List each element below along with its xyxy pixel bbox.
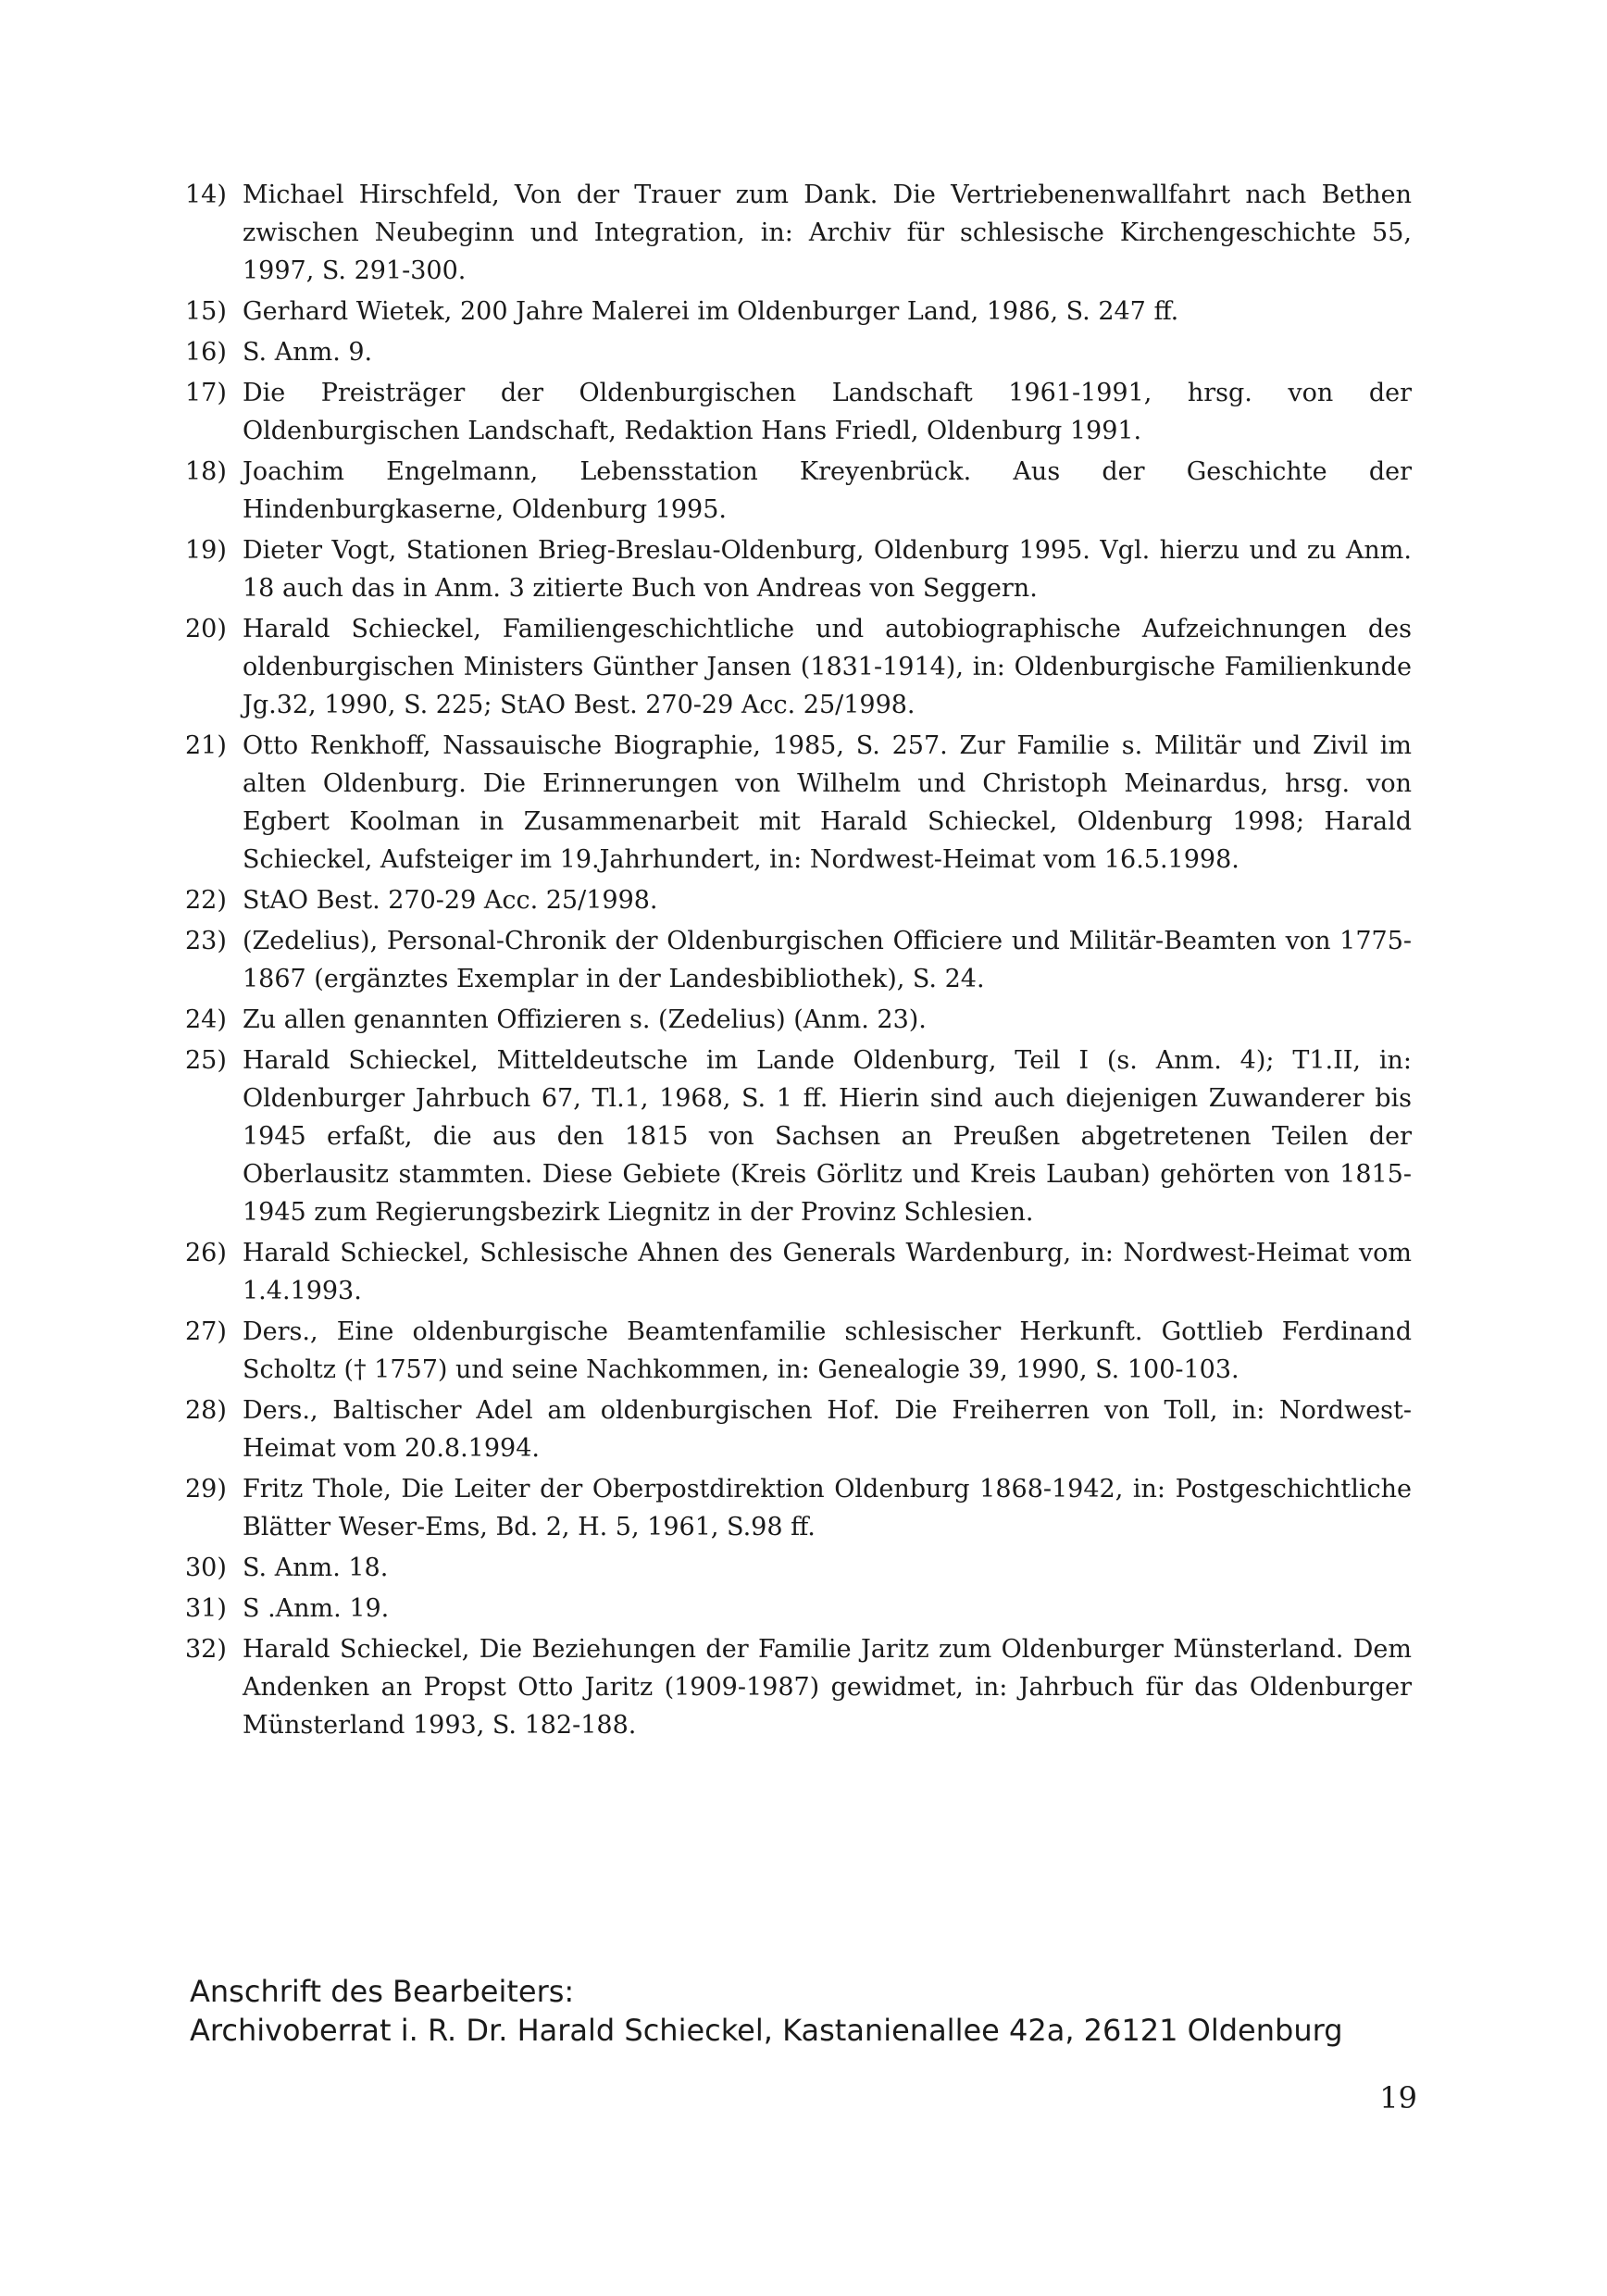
footnote-item [185,1630,1412,1744]
footnote-number: 32) [185,1635,227,1664]
footnote-item [185,1391,1412,1467]
footnote-number: 23) [185,927,227,955]
footnote-text: (Zedelius), Personal-Chronik der Oldenburgischen Officiere und Militär-Beamten von 1775-1867 (ergänztes Exemplar in der Landesbibliothek), S. 24. [243,927,1412,993]
footnote-number: 17) [185,379,227,407]
footnote-item [185,293,1412,331]
footnote-text: Ders., Baltischer Adel am oldenburgischen Hof. Die Freiherren von Toll, in: Nordwest-Heimat vom 20.8.1994. [243,1396,1412,1463]
footnote-text: Harald Schieckel, Die Beziehungen der Familie Jaritz zum Oldenburger Münsterland. Dem Andenken an Propst Otto Jaritz (1909-1987) gewidmet, in: Jahrbuch für das Oldenburger Münsterland 1993, S. 182-188. [243,1635,1412,1740]
footnote-number: 19) [185,536,227,565]
footnote-text: Gerhard Wietek, 200 Jahre Malerei im Oldenburger Land, 1986, S. 247 ff. [243,297,1179,326]
footnote-text: Otto Renkhoff, Nassauische Biographie, 1985, S. 257. Zur Familie s. Militär und Zivil im alten Oldenburg. Die Erinnerungen von Wilhelm und Christoph Meinardus, hrsg. von Egbert Koolman in Zusammenarbeit mit Harald Schieckel, Oldenburg 1998; Harald Schieckel, Aufsteiger im 19.Jahrhundert, in: Nordwest-Heimat vom 16.5.1998. [243,731,1412,874]
footnote-number: 21) [185,731,227,760]
footnote-text: Harald Schieckel, Mitteldeutsche im Lande Oldenburg, Teil I (s. Anm. 4); T1.II, in: Oldenburger Jahrbuch 67, Tl.1, 1968, S. 1 ff. Hierin sind auch diejenigen Zuwanderer bis 1945 erfaßt, die aus den 1815 von Sachsen an Preußen abgetretenen Teilen der Oberlausitz stammten. Diese Gebiete (Kreis Görlitz und Kreis Lauban) gehörten von 1815-1945 zum Regierungsbezirk Liegnitz in der Provinz Schlesien. [243,1046,1412,1227]
footnote-item [185,176,1412,290]
footnote-item [185,1234,1412,1310]
address-line: Archivoberrat i. R. Dr. Harald Schieckel, Kastanienallee 42a, 26121 Oldenburg [190,2013,1343,2048]
footnote-number: 18) [185,457,227,486]
footnote-item [185,1313,1412,1389]
address-heading: Anschrift des Bearbeiters: [190,1974,575,2009]
footnote-number: 31) [185,1594,227,1623]
footnote-item [185,531,1412,607]
footnote-number: 15) [185,297,227,326]
page-number: 19 [1379,2080,1417,2115]
footnote-item [185,1001,1412,1039]
footnote-number: 28) [185,1396,227,1425]
footnote-text: S .Anm. 19. [243,1594,390,1623]
footnote-text: StAO Best. 270-29 Acc. 25/1998. [243,886,658,915]
footnote-number: 30) [185,1554,227,1582]
footnote-text: Die Preisträger der Oldenburgischen Landschaft 1961-1991, hrsg. von der Oldenburgischen Landschaft, Redaktion Hans Friedl, Oldenburg 1991. [243,379,1412,445]
footnote-item [185,922,1412,998]
footnote-item [185,333,1412,371]
footnote-item [185,374,1412,450]
footnote-item [185,453,1412,529]
footnote-item [185,881,1412,919]
footnote-number: 16) [185,338,227,367]
footnote-number: 26) [185,1239,227,1267]
footnote-text: Zu allen genannten Offizieren s. (Zedelius) (Anm. 23). [243,1005,927,1034]
footnote-text: Harald Schieckel, Schlesische Ahnen des Generals Wardenburg, in: Nordwest-Heimat vom 1.4.1993. [243,1239,1412,1305]
footnote-item [185,1042,1412,1231]
footnote-number: 24) [185,1005,227,1034]
footnote-text: Dieter Vogt, Stationen Brieg-Breslau-Oldenburg, Oldenburg 1995. Vgl. hierzu und zu Anm. 18 auch das in Anm. 3 zitierte Buch von Andreas von Seggern. [243,536,1412,603]
footnote-text: S. Anm. 9. [243,338,373,367]
footnote-number: 22) [185,886,227,915]
footnote-item [185,610,1412,724]
footnote-text: Ders., Eine oldenburgische Beamtenfamilie schlesischer Herkunft. Gottlieb Ferdinand Scholtz († 1757) und seine Nachkommen, in: Genealogie 39, 1990, S. 100-103. [243,1317,1412,1384]
editor-address [190,1972,1412,2050]
footnote-item [185,727,1412,879]
footnote-text: Harald Schieckel, Familiengeschichtliche und autobiographische Aufzeichnungen des oldenburgischen Ministers Günther Jansen (1831-1914), in: Oldenburgische Familienkunde Jg.32, 1990, S. 225; StAO Best. 270-29 Acc. 25/1998. [243,615,1412,719]
footnote-text: Fritz Thole, Die Leiter der Oberpostdirektion Oldenburg 1868-1942, in: Postgeschichtliche Blätter Weser-Ems, Bd. 2, H. 5, 1961, S.98 ff. [243,1475,1412,1541]
footnote-text: Joachim Engelmann, Lebensstation Kreyenbrück. Aus der Geschichte der Hindenburgkaserne, Oldenburg 1995. [243,457,1412,524]
footnote-item [185,1590,1412,1628]
footnotes-list [185,176,1412,1747]
footnote-number: 27) [185,1317,227,1346]
footnote-number: 14) [185,181,227,209]
footnote-item [185,1549,1412,1587]
footnote-text: S. Anm. 18. [243,1554,389,1582]
footnote-number: 29) [185,1475,227,1504]
footnote-text: Michael Hirschfeld, Von der Trauer zum Dank. Die Vertriebenenwallfahrt nach Bethen zwischen Neubeginn und Integration, in: Archiv für schlesische Kirchengeschichte 55, 1997, S. 291-300. [243,181,1412,285]
footnote-number: 25) [185,1046,227,1075]
footnote-item [185,1470,1412,1546]
footnote-number: 20) [185,615,227,643]
